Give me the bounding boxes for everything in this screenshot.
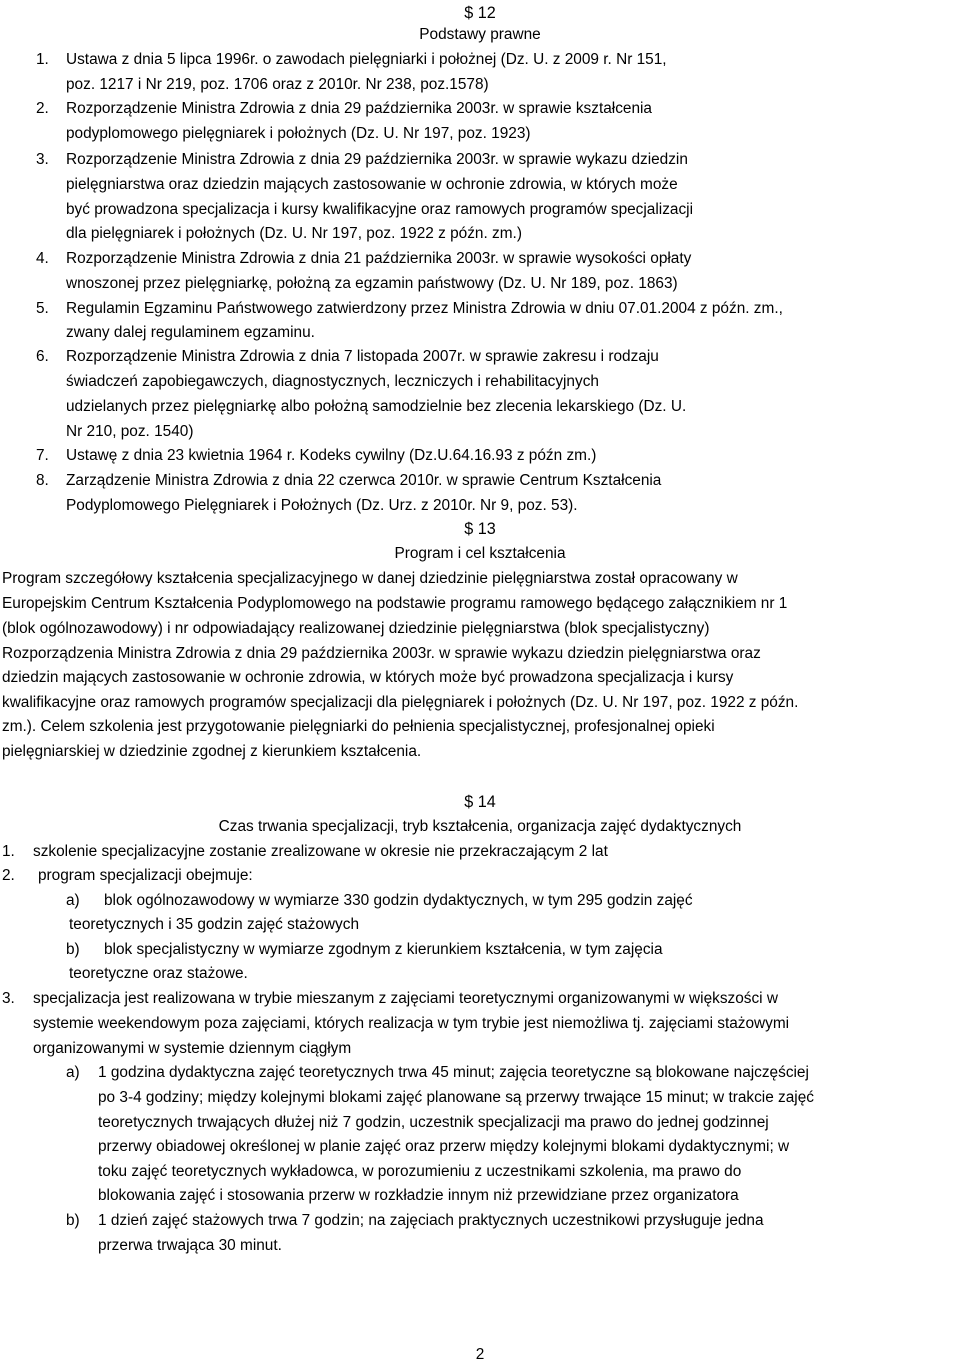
section-14-heading: $ 14 [464, 793, 496, 811]
section-12-title: Podstawy prawne [419, 26, 541, 43]
section-13-title: Program i cel kształcenia [394, 545, 566, 562]
section-14-title: Czas trwania specjalizacji, tryb kształcenia, organizacja zajęć dydaktycznych [218, 818, 742, 835]
section-12-heading: $ 12 [464, 4, 496, 22]
page-number: 2 [475, 1346, 485, 1363]
section-13-heading: $ 13 [464, 520, 496, 538]
